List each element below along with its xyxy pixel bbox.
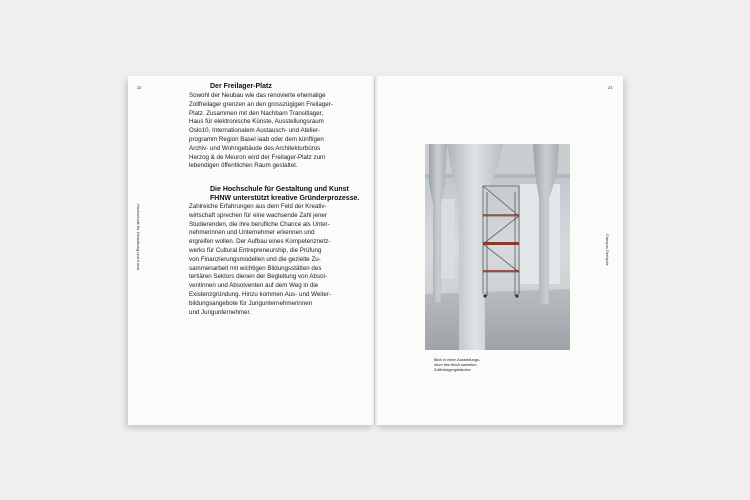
exhibition-hall-photo — [425, 144, 570, 350]
caption-line: raum des frisch sanierten — [434, 363, 477, 367]
left-running-head: Hochschule für Gestaltung und Kunst — [136, 204, 141, 271]
right-page — [375, 76, 623, 425]
text-line: Oslo10, Internationalem Austausch- und Atelier- — [189, 127, 321, 135]
heading-line: Die Hochschule für Gestaltung und Kunst — [210, 186, 349, 193]
text-line: Haus für elektronische Künste, Ausstellungsraum — [189, 118, 324, 126]
text-line: Existenzgründung. Hinzu kommen Aus- und Weiter- — [189, 290, 331, 298]
left-page-number: 22 — [137, 85, 142, 90]
text-line: programm Region Basel iaab oder dem künftigen — [189, 135, 324, 143]
text-line: werks für Cultural Entrepreneurship, die Prüfung — [189, 246, 322, 254]
paragraph-hochschule — [189, 203, 331, 317]
text-line: tertiären Sektors dienen der Begleitung von Absol- — [189, 273, 327, 281]
text-line: nehmerinnen und Unternehmer erkennen und — [189, 229, 315, 237]
left-page — [128, 76, 374, 425]
photo-illustration — [425, 144, 570, 350]
book-gutter — [372, 76, 378, 425]
text-line: sammenarbeit mit wichtigen Bildungsstätten des — [189, 264, 322, 272]
text-line: Zahlreiche Erfahrungen aus dem Feld der Kreativ- — [189, 203, 327, 210]
section-heading-hochschule — [210, 186, 359, 204]
text-line: von Finanzierungsmodellen und die gezielte Zu- — [189, 255, 321, 263]
text-line: ventinnen und Absolventen auf dem Weg in die — [189, 282, 319, 290]
text-line: lebendigen öffentlichen Raum gestaltet. — [189, 162, 298, 170]
right-running-head: Campus Dreispitz — [605, 234, 610, 266]
text-line: Sowohl der Neubau wie das renovierte ehemalige — [189, 92, 326, 99]
text-line: wirtschaft sprechen für eine wachsende Zahl jener — [189, 211, 327, 219]
text-line: bildungsangebote für Jungunternehmerinnen — [189, 299, 313, 307]
section-heading-freilager: Der Freilager-Platz — [210, 83, 272, 90]
text-line: Zollfreilager grenzen an den grosszügigen Freilager- — [189, 100, 333, 108]
text-line: Herzog & de Meuron wird der Freilager-Platz zum — [189, 153, 326, 161]
text-line: und Jungunternehmer. — [189, 308, 251, 316]
caption-line: Zollfreilagergebäudes — [434, 368, 471, 372]
text-line: Studierenden, die ihre berufliche Chance als Unter- — [189, 220, 330, 228]
photo-caption — [434, 358, 480, 373]
right-page-number: 23 — [608, 85, 613, 90]
text-line: Archiv- und Wohngebäude des Architekturbüros — [189, 144, 321, 152]
caption-line: Blick in einen Ausstellungs- — [434, 358, 481, 362]
paragraph-freilager — [189, 92, 333, 171]
text-line: Platz. Zusammen mit den Nachbarn Transitlager, — [189, 109, 324, 117]
text-line: ergreifen wollen. Der Aufbau eines Kompetenznetz- — [189, 238, 331, 246]
heading-line: FHNW unterstützt kreative Gründerprozesse. — [210, 194, 360, 202]
